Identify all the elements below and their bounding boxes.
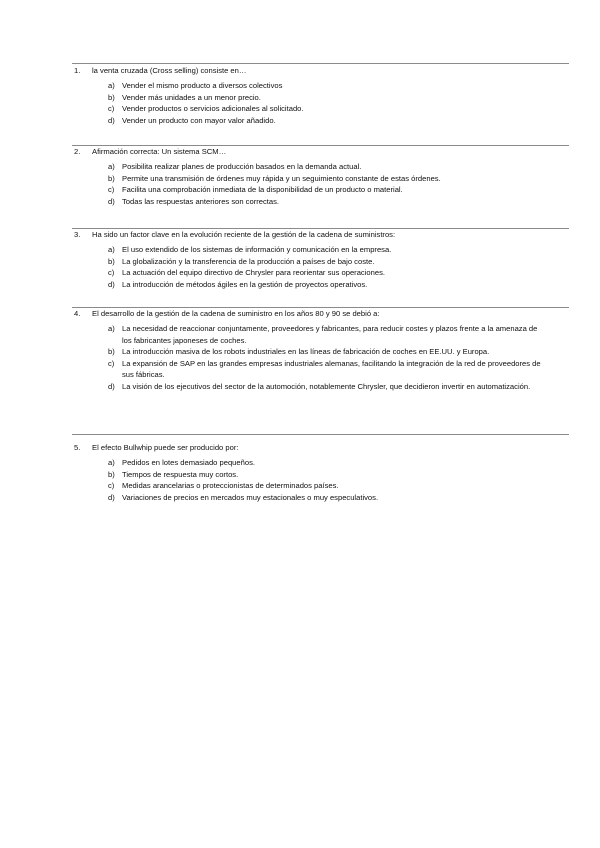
answer-option[interactable] bbox=[108, 346, 564, 358]
answer-option[interactable] bbox=[108, 103, 564, 115]
option-text: Vender un producto con mayor valor añadido. bbox=[122, 115, 276, 125]
answer-option[interactable] bbox=[108, 161, 564, 173]
option-text: Posibilita realizar planes de producción basados en la demanda actual. bbox=[122, 162, 362, 172]
answer-option[interactable] bbox=[108, 492, 564, 504]
question-1 bbox=[74, 65, 564, 126]
option-text: Tiempos de respuesta muy cortos. bbox=[122, 469, 239, 479]
option-text: La visión de los ejecutivos del sector de la automoción, notablemente Chrysler, que decidieron invertir en automatización. bbox=[122, 382, 531, 392]
option-label: d) bbox=[108, 115, 115, 125]
answer-option[interactable] bbox=[108, 92, 564, 104]
option-text: La introducción masiva de los robots industriales en las líneas de fabricación de coches en EE.UU. y Europa. bbox=[122, 347, 490, 357]
question-text: El desarrollo de la gestión de la cadena de suministro en los años 80 y 90 se debió a: bbox=[92, 309, 380, 318]
option-text: Vender el mismo producto a diversos colectivos bbox=[122, 81, 283, 91]
options-list bbox=[74, 161, 564, 207]
answer-option[interactable] bbox=[108, 480, 564, 492]
options-list bbox=[74, 80, 564, 126]
option-text: Facilita una comprobación inmediata de la disponibilidad de un producto o material. bbox=[122, 185, 403, 195]
divider bbox=[72, 63, 569, 64]
question-text: Ha sido un factor clave en la evolución reciente de la gestión de la cadena de suministros: bbox=[92, 230, 396, 239]
option-label: b) bbox=[108, 469, 115, 479]
option-label: a) bbox=[108, 245, 115, 255]
option-text: La actuación del equipo directivo de Chrysler para reorientar sus operaciones. bbox=[122, 268, 385, 278]
option-text: La necesidad de reaccionar conjuntamente, proveedores y fabricantes, para reducir costes y plazos frente a la amenaza de los fabricantes japoneses de coches. bbox=[122, 324, 538, 345]
question-2 bbox=[74, 146, 564, 207]
answer-option[interactable] bbox=[108, 267, 564, 279]
options-list bbox=[74, 244, 564, 290]
option-label: d) bbox=[108, 492, 115, 502]
answer-option[interactable] bbox=[108, 279, 564, 291]
question-header bbox=[74, 146, 564, 158]
option-text: Pedidos en lotes demasiado pequeños. bbox=[122, 458, 255, 468]
question-header bbox=[74, 442, 564, 454]
option-text: El uso extendido de los sistemas de información y comunicación en la empresa. bbox=[122, 245, 392, 255]
answer-option[interactable] bbox=[108, 80, 564, 92]
question-text: El efecto Bullwhip puede ser producido por: bbox=[92, 443, 239, 452]
answer-option[interactable] bbox=[108, 457, 564, 469]
answer-option[interactable] bbox=[108, 173, 564, 185]
option-text: Todas las respuestas anteriores son correctas. bbox=[122, 196, 280, 206]
question-number: 4. bbox=[74, 309, 81, 318]
option-label: d) bbox=[108, 279, 115, 289]
question-3 bbox=[74, 229, 564, 290]
option-text: La introducción de métodos ágiles en la gestión de proyectos operativos. bbox=[122, 279, 368, 289]
question-5 bbox=[74, 442, 564, 503]
answer-option[interactable] bbox=[108, 256, 564, 268]
option-label: d) bbox=[108, 382, 115, 392]
option-label: b) bbox=[108, 92, 115, 102]
question-number: 2. bbox=[74, 147, 81, 156]
options-list bbox=[74, 457, 564, 503]
option-label: b) bbox=[108, 347, 115, 357]
answer-option[interactable] bbox=[108, 323, 564, 346]
option-text: Vender más unidades a un menor precio. bbox=[122, 92, 261, 102]
option-label: c) bbox=[108, 358, 115, 368]
option-label: a) bbox=[108, 324, 115, 334]
option-label: a) bbox=[108, 458, 115, 468]
divider bbox=[72, 434, 569, 435]
option-label: d) bbox=[108, 196, 115, 206]
answer-option[interactable] bbox=[108, 469, 564, 481]
question-header bbox=[74, 65, 564, 77]
option-text: Permite una transmisión de órdenes muy rápida y un seguimiento constante de estas órdenes. bbox=[122, 173, 441, 183]
option-text: La globalización y la transferencia de la producción a países de bajo coste. bbox=[122, 256, 375, 266]
option-label: c) bbox=[108, 481, 115, 491]
question-number: 1. bbox=[74, 66, 81, 75]
question-number: 5. bbox=[74, 443, 81, 452]
question-header bbox=[74, 308, 564, 320]
question-4 bbox=[74, 308, 564, 393]
option-text: Variaciones de precios en mercados muy estacionales o muy especulativos. bbox=[122, 492, 379, 502]
answer-option[interactable] bbox=[108, 358, 564, 381]
question-text: Afirmación correcta: Un sistema SCM… bbox=[92, 147, 227, 156]
answer-option[interactable] bbox=[108, 244, 564, 256]
option-label: a) bbox=[108, 162, 115, 172]
option-label: b) bbox=[108, 256, 115, 266]
option-label: c) bbox=[108, 104, 115, 114]
question-header bbox=[74, 229, 564, 241]
option-text: La expansión de SAP en las grandes empresas industriales alemanas, facilitando la integración de la red de proveedores de sus fábricas. bbox=[122, 358, 541, 380]
option-label: c) bbox=[108, 268, 115, 278]
options-list bbox=[74, 323, 564, 393]
option-text: Medidas arancelarias o proteccionistas de determinados países. bbox=[122, 481, 339, 491]
option-label: c) bbox=[108, 185, 115, 195]
option-label: b) bbox=[108, 173, 115, 183]
question-text: la venta cruzada (Cross selling) consiste en… bbox=[92, 66, 247, 75]
answer-option[interactable] bbox=[108, 196, 564, 208]
answer-option[interactable] bbox=[108, 381, 564, 393]
option-label: a) bbox=[108, 81, 115, 91]
question-number: 3. bbox=[74, 230, 81, 239]
answer-option[interactable] bbox=[108, 184, 564, 196]
answer-option[interactable] bbox=[108, 115, 564, 127]
option-text: Vender productos o servicios adicionales al solicitado. bbox=[122, 104, 304, 114]
